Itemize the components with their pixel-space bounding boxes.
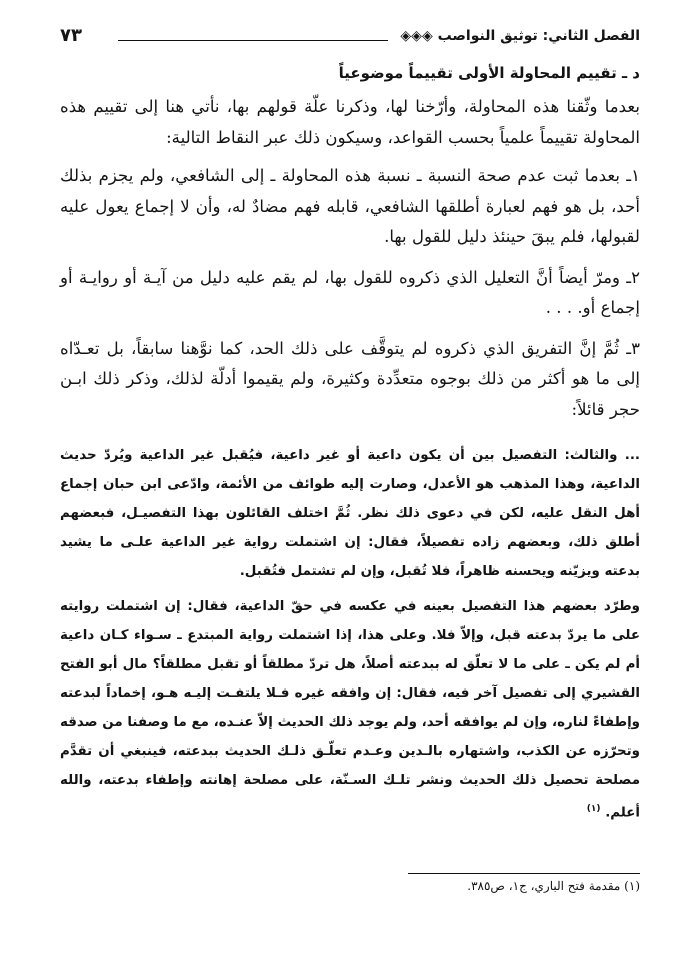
quotation-block <box>60 441 640 827</box>
header-rule <box>118 40 388 41</box>
footnote-rule <box>408 873 640 874</box>
paragraph-point-3: ٣ـ ثُمَّ إنَّ التفريق الذي ذكروه لم يتوقَّف على ذلك الحد، كما نوَّهنا سابقاً، بل تعـدّاه إلى ما هو أكثر من ذلك بوجوه متعدِّدة وكثيرة، ولم يقيموا أدلّة لذلك، وذكر ذلك ابـن حجر قائلاً: <box>60 338 640 419</box>
page-number: ٧٣ <box>60 25 82 46</box>
paragraph-point-1: ١ـ بعدما ثبت عدم صحة النسبة ـ نسبة هذه المحاولة ـ إلى الشافعي، ولم يجزم بذلك أحد، بل هو فهم لعبارة أطلقها الشافعي، قابله فهم مضادٌ له، وأن لا إجماع يعول عليه لقبولها، فلم يبقَ حينئذ دليل للقول بها. <box>60 166 640 246</box>
body-text <box>60 92 640 435</box>
quote-paragraph-2-text: وطرّد بعضهم هذا التفصيل بعينه في عكسه في حقّ الداعية، فقال: إن اشتملت روايته على ما يردّ بدعته قبل، وإلاّ فلا. وعلى هذا، إذا اشتملت رواية المبتدع ـ سـواء كـان داعية أم لم يكن ـ على ما لا تعلّق له ببدعته أصلاً، هل تردّ مطلقاً أو تقبل مطلقاً؟ مال أبو الفتح القشيري إلى تفصيل آخر فيه، فقال: إن وافقه غيره فـلا يلتفـت إليـه هـو، إخماداً لبدعته وإطفاءً لناره، وإن لم يوافقه أحد، ولم يوجد ذلك الحديث إلاّ عنـده، مع ما وصفنا من صدقه وتحرّزه عن الكذب، واشتهاره بالـدين وعـدم تعلّـق ذلـك الحديث ببدعته، فينبغي أن تقدَّم مصلحة تحصيل ذلك الحديث ونشر تلـك السـنّة، على مصلحة إهانته وإطفاء بدعته، والله أعلم. <box>60 599 640 821</box>
footnote: (١) مقدمة فتح الباري، ج١، ص٣٨٥. <box>467 879 640 893</box>
paragraph-intro: بعدما وثّقنا هذه المحاولة، وأرّخنا لها، وذكرنا علّة قولهم بها، نأتي هنا إلى تقييم هذه المحاولة تقييماً علمياً بحسب القواعد، وسيكون ذلك عبر النقاط التالية: <box>60 97 640 147</box>
running-header <box>60 25 640 54</box>
chapter-title: الفصل الثاني: توثيق النواصب ◈◈◈ <box>400 28 640 44</box>
quote-paragraph-2 <box>60 592 640 827</box>
section-heading: د ـ تقييم المحاولة الأولى تقييماً موضوعياً <box>338 64 640 82</box>
paragraph-point-2: ٢ـ ومرّ أيضاً أنَّ التعليل الذي ذكروه للقول بها، لم يقم عليه دليل من آيـة أو روايـة أو إجماع أو. . . . <box>60 267 640 317</box>
quote-paragraph-1: ... والثالث: التفصيل بين أن يكون داعية أو غير داعية، فيُقبل غير الداعية ويُردّ حديث الداعية، وهذا المذهب هو الأعدل، وصارت إليه طوائف من الأئمة، وادّعى ابن حبان إجماع أهل النقل عليه، لكن في دعوى ذلك نظر. ثُمَّ اختلف القائلون بهذا التفصيـل، فبعضهم أطلق ذلك، وبعضهم زاده تفصيلاً، فقال: إن اشتملت رواية غير الداعية علـى ما يشيد بدعته ويزيّنه ويحسنه ظاهراً، فلا تُقبل، وإن لم تشتمل فتُقبل. <box>60 448 640 579</box>
footnote-reference: (١) <box>586 804 601 814</box>
